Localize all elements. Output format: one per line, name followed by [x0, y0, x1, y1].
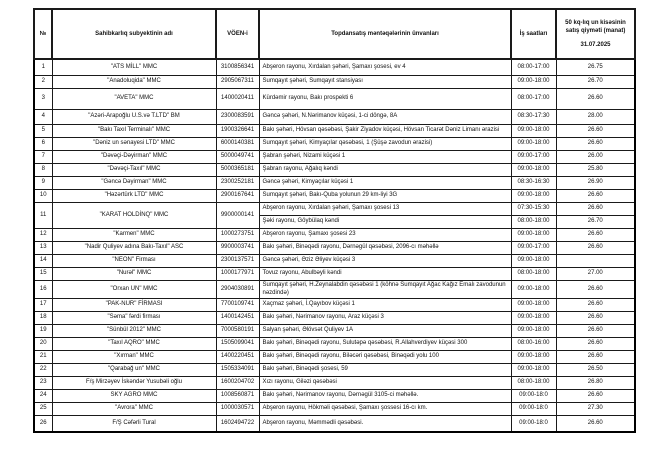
table-row — [34, 76, 635, 89]
table-row — [34, 125, 635, 138]
hours-cell: 09:00-18:0 — [511, 416, 556, 433]
col-header-voen: VÖEN-i — [216, 9, 259, 59]
address-cell: Xızı rayonu, Giləzi qəsəbəsi — [259, 377, 511, 390]
row-number-cell: 8 — [34, 164, 52, 177]
voen-cell: 2300252181 — [216, 177, 259, 190]
row-number-cell: 26 — [34, 416, 52, 433]
row-number-cell: 3 — [34, 89, 52, 110]
entity-name-cell: SKY AGRO MMC — [52, 390, 216, 403]
entity-name-cell: "Azəri-Arapoğlu U.S.və T.LTD" BM — [52, 110, 216, 125]
hours-cell: 09:00-18:00 — [511, 229, 556, 242]
hours-cell: 09:00-18:00 — [511, 299, 556, 312]
price-cell: 28.00 — [556, 110, 635, 125]
voen-cell: 2900167641 — [216, 190, 259, 203]
entity-name-cell: F/ş Mirzəyev İskəndər Yusubəli oğlu — [52, 377, 216, 390]
hours-cell: 09:00-18:00 — [511, 325, 556, 338]
hours-cell: 09:00-17:00 — [511, 151, 556, 164]
entity-name-cell: "Nadir Quliyev adına Bakı-Taxıl" ASC — [52, 242, 216, 255]
entity-name-cell: "Sünbül 2012" MMC — [52, 325, 216, 338]
entity-name-cell: "Həzərtürk LTD" MMC — [52, 190, 216, 203]
hours-cell: 09:00-18:00 — [511, 364, 556, 377]
price-cell: 26.60 — [556, 390, 635, 403]
hours-cell: 09:00-18:00 — [511, 312, 556, 325]
voen-cell: 3100856341 — [216, 59, 259, 76]
row-number-cell: 14 — [34, 255, 52, 268]
row-number-cell: 23 — [34, 377, 52, 390]
row-number-cell: 2 — [34, 76, 52, 89]
table-row — [34, 325, 635, 338]
row-number-cell: 15 — [34, 268, 52, 281]
row-number-cell: 21 — [34, 351, 52, 364]
hours-cell: 08:00-18:00 — [511, 377, 556, 390]
entity-name-cell: "ATS MİLL" MMC — [52, 59, 216, 76]
entity-name-cell: "Xırman" MMC — [52, 351, 216, 364]
price-cell: 26.80 — [556, 377, 635, 390]
price-cell: 26.70 — [556, 216, 635, 229]
hours-cell: 08:00-16:00 — [511, 338, 556, 351]
row-number-cell: 5 — [34, 125, 52, 138]
address-cell: Salyan şəhəri, Əlövsət Quliyev 1A — [259, 325, 511, 338]
entity-name-cell: "Dəvəçi-Dəyirman" MMC — [52, 151, 216, 164]
price-cell — [556, 255, 635, 268]
address-cell: Gəncə şəhəri, N.Nərimanov küçəsi, 1-ci döngə, 8A — [259, 110, 511, 125]
price-cell: 27.00 — [556, 268, 635, 281]
voen-cell: 2300137571 — [216, 255, 259, 268]
hours-cell: 08:00-17:00 — [511, 59, 556, 76]
voen-cell: 1400142451 — [216, 312, 259, 325]
table-row — [34, 177, 635, 190]
address-cell: Abşeron rayonu, Xırdalan şəhəri, Şamaxı şosesi 13 — [259, 203, 511, 216]
address-cell: Bakı şəhəri, Nərimanov rayonu, Dərnəgül 3105-ci məhəllə. — [259, 390, 511, 403]
voen-cell: 5000365181 — [216, 164, 259, 177]
table-row — [34, 403, 635, 416]
table-row — [34, 89, 635, 110]
table-row — [34, 242, 635, 255]
row-number-cell: 19 — [34, 325, 52, 338]
row-number-cell: 9 — [34, 177, 52, 190]
price-cell: 26.60 — [556, 125, 635, 138]
table-row — [34, 281, 635, 299]
address-cell: Bakı şəhəri, Binəqədi rayonu, Dərnəgül qəsəbəsi, 2096-cı məhəllə — [259, 242, 511, 255]
table-row — [34, 190, 635, 203]
address-cell: Kürdəmir rayonu, Bakı prospekti 6 — [259, 89, 511, 110]
address-cell: Şabran rayonu, Ağalıq kəndi — [259, 164, 511, 177]
table-row — [34, 268, 635, 281]
table-row — [34, 364, 635, 377]
address-cell: Bakı şəhəri, Nərimanov rayonu, Araz küçəsi 3 — [259, 312, 511, 325]
entity-name-cell: "Nurəl" MMC — [52, 268, 216, 281]
table-row — [34, 299, 635, 312]
col-header-hours: İş saatları — [511, 9, 556, 59]
price-cell: 25.80 — [556, 164, 635, 177]
col-header-number: № — [34, 9, 52, 59]
entity-name-cell: "Gəncə Dəyirman" MMC — [52, 177, 216, 190]
price-cell: 26.90 — [556, 177, 635, 190]
entity-name-cell: "Səma" fərdi firması — [52, 312, 216, 325]
price-cell: 26.60 — [556, 89, 635, 110]
voen-cell: 1000177971 — [216, 268, 259, 281]
table-row — [34, 164, 635, 177]
entity-name-cell: "Dəvəçi-Taxıl" MMC — [52, 164, 216, 177]
address-cell: Gəncə şəhəri, Kimyaçılar küçəsi 1 — [259, 177, 511, 190]
entity-name-cell: "Bakı Taxıl Terminalı" MMC — [52, 125, 216, 138]
hours-cell: 08:00-18:00 — [511, 216, 556, 229]
table-row — [34, 59, 635, 76]
address-cell: Abşeron rayonu, Məmmədli qəsəbəsi. — [259, 416, 511, 433]
hours-cell: 09:00-18:00 — [511, 281, 556, 299]
price-cell: 26.60 — [556, 203, 635, 216]
address-cell: Sumqayıt şəhəri, Sumqayıt stansiyası — [259, 76, 511, 89]
row-number-cell: 4 — [34, 110, 52, 125]
address-cell: Bakı şəhəri, Hövsan qəsəbəsi, Şakir Ziyadov küçəsi, Hövsan Ticarət Dəniz Limanı ərazisi — [259, 125, 511, 138]
table-row — [34, 377, 635, 390]
price-cell: 26.60 — [556, 416, 635, 433]
address-cell: Şəki rayonu, Göybülaq kəndi — [259, 216, 511, 229]
price-cell: 27.30 — [556, 403, 635, 416]
address-cell: Bakı şəhəri, Binəqədi şosesi, 59 — [259, 364, 511, 377]
address-cell: Şabran şəhəri, Nizami küçəsi 1 — [259, 151, 511, 164]
col-header-address: Topdansatış məntəqələrinin ünvanları — [259, 9, 511, 59]
entity-name-cell: "Karmen" MMC — [52, 229, 216, 242]
hours-cell: 08:30-17:30 — [511, 110, 556, 125]
row-number-cell: 20 — [34, 338, 52, 351]
table-header — [34, 9, 635, 59]
price-header-label: 50 kq-lıq un kisəsinin satış qiyməti (manat) — [565, 19, 626, 34]
price-header-date: 31.07.2025 — [580, 42, 611, 49]
price-cell: 26.60 — [556, 281, 635, 299]
price-cell: 26.60 — [556, 229, 635, 242]
hours-cell: 09:00-18:00 — [511, 190, 556, 203]
entity-name-cell: "Anadoluqida" MMC — [52, 76, 216, 89]
hours-cell: 09:00-18:00 — [511, 164, 556, 177]
voen-cell: 1505334091 — [216, 364, 259, 377]
address-cell: Abşeron rayonu, Xırdalan şəhəri, Şamaxı şosesi, ev 4 — [259, 59, 511, 76]
table-row — [34, 138, 635, 151]
entity-name-cell: F/Ş Cəfərli Tural — [52, 416, 216, 433]
address-cell: Xaçmaz şəhəri, İ.Qayıbov küçəsi 1 — [259, 299, 511, 312]
voen-cell: 7700109741 — [216, 299, 259, 312]
price-cell: 26.60 — [556, 299, 635, 312]
row-number-cell: 16 — [34, 281, 52, 299]
row-number-cell: 17 — [34, 299, 52, 312]
price-cell: 26.75 — [556, 59, 635, 76]
table-row — [34, 390, 635, 403]
row-number-cell: 24 — [34, 390, 52, 403]
voen-cell: 5000049741 — [216, 151, 259, 164]
entity-name-cell: "Avrora" MMC — [52, 403, 216, 416]
entity-name-cell: "PAK-NUR" FİRMASI — [52, 299, 216, 312]
table-row — [34, 110, 635, 125]
header-row — [34, 9, 635, 59]
row-number-cell: 1 — [34, 59, 52, 76]
price-cell: 26.50 — [556, 364, 635, 377]
hours-cell: 09:00-18:0 — [511, 390, 556, 403]
voen-cell: 2905067311 — [216, 76, 259, 89]
price-cell: 26.60 — [556, 351, 635, 364]
row-number-cell: 22 — [34, 364, 52, 377]
address-cell: Abşeron rayonu, Şamaxı şosesi 23 — [259, 229, 511, 242]
table-row — [34, 151, 635, 164]
entity-name-cell: "AVETA" MMC — [52, 89, 216, 110]
table-row — [34, 338, 635, 351]
voen-cell: 6000140381 — [216, 138, 259, 151]
hours-cell: 09:00-18:00 — [511, 138, 556, 151]
price-cell: 26.60 — [556, 138, 635, 151]
price-cell: 26.70 — [556, 76, 635, 89]
col-header-entity-name: Sahibkarlıq subyektinin adı — [52, 9, 216, 59]
voen-cell: 1505099041 — [216, 338, 259, 351]
entity-name-cell: "KARAT HOLDİNQ" MMC — [52, 203, 216, 229]
address-cell: Bakı şəhəri, Binəqədi rayonu, Biləcəri qəsəbəsi, Binəqədi yolu 100 — [259, 351, 511, 364]
price-cell: 26.60 — [556, 312, 635, 325]
voen-cell: 1400220451 — [216, 351, 259, 364]
table-row — [34, 255, 635, 268]
voen-cell: 1602494722 — [216, 416, 259, 433]
price-cell: 26.60 — [556, 338, 635, 351]
voen-cell: 2904030891 — [216, 281, 259, 299]
voen-cell: 1000030571 — [216, 403, 259, 416]
hours-cell: 08:30-16:30 — [511, 177, 556, 190]
voen-cell: 1008560871 — [216, 390, 259, 403]
row-number-cell: 12 — [34, 229, 52, 242]
hours-cell: 08:00-18:00 — [511, 268, 556, 281]
address-cell: Sumqayıt şəhəri, Kimyaçılar qəsəbəsi, 1 (Şüşə zavodun ərazisi) — [259, 138, 511, 151]
entity-name-cell: "NEON" Firması — [52, 255, 216, 268]
voen-cell: 2300083591 — [216, 110, 259, 125]
table-row — [34, 203, 635, 216]
hours-cell: 09:00-18:00 — [511, 76, 556, 89]
entity-name-cell: "Orxan UN" MMC — [52, 281, 216, 299]
row-number-cell: 11 — [34, 203, 52, 229]
row-number-cell: 13 — [34, 242, 52, 255]
voen-cell: 7000580191 — [216, 325, 259, 338]
table-row — [34, 312, 635, 325]
entity-name-cell: "Qarabağ un" MMC — [52, 364, 216, 377]
voen-cell: 1400020411 — [216, 89, 259, 110]
hours-cell: 09:00-18:00 — [511, 255, 556, 268]
voen-cell: 9900003741 — [216, 242, 259, 255]
voen-cell: 1000273751 — [216, 229, 259, 242]
entity-name-cell: "Dəniz un sənayesi LTD" MMC — [52, 138, 216, 151]
hours-cell: 08:00-17:00 — [511, 89, 556, 110]
table-row — [34, 351, 635, 364]
row-number-cell: 10 — [34, 190, 52, 203]
table-body — [34, 59, 635, 432]
hours-cell: 07:30-15:30 — [511, 203, 556, 216]
row-number-cell: 7 — [34, 151, 52, 164]
voen-cell: 1600204702 — [216, 377, 259, 390]
hours-cell: 09:00-18:00 — [511, 125, 556, 138]
address-cell: Sumqayıt şəhəri, Bakı-Quba yolunun 29 km-liyi 3G — [259, 190, 511, 203]
row-number-cell: 25 — [34, 403, 52, 416]
address-cell: Tovuz rayonu, Abulbəyli kəndi — [259, 268, 511, 281]
col-header-price — [556, 9, 635, 59]
price-cell: 26.00 — [556, 151, 635, 164]
price-cell: 26.60 — [556, 325, 635, 338]
hours-cell: 09:00-17:00 — [511, 242, 556, 255]
address-cell: Bakı şəhəri, Binəqədi rayonu, Sulutəpə qəsəbəsi, R.Allahverdiyev küçəsi 300 — [259, 338, 511, 351]
voen-cell: 1900326641 — [216, 125, 259, 138]
table-row — [34, 229, 635, 242]
table-row — [34, 416, 635, 433]
entity-name-cell: "Taxıl AQRO" MMC — [52, 338, 216, 351]
address-cell: Gəncə şəhəri, Əziz Əliyev küçəsi 3 — [259, 255, 511, 268]
address-cell: Sumqayıt şəhəri, H.Zeynalabdin qəsəbəsi 1 (köhnə Sumqayıt Ağac Kağız Emalı zavodunun nəzdində) — [259, 281, 511, 299]
hours-cell: 09:00-18:00 — [511, 351, 556, 364]
price-cell: 26.60 — [556, 242, 635, 255]
row-number-cell: 6 — [34, 138, 52, 151]
row-number-cell: 18 — [34, 312, 52, 325]
hours-cell: 09:00-18:0 — [511, 403, 556, 416]
flour-price-table — [33, 8, 636, 433]
address-cell: Abşeron rayonu, Hökməli qəsəbəsi, Şamaxı şossesi 16-cı km. — [259, 403, 511, 416]
voen-cell: 9900000141 — [216, 203, 259, 229]
price-cell: 26.60 — [556, 190, 635, 203]
